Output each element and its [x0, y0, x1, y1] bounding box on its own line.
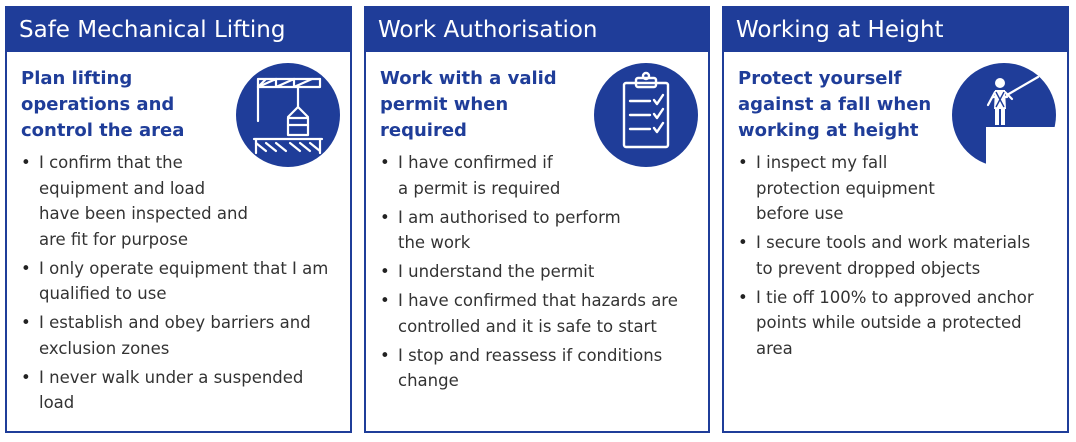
- list-item: • I have confirmed that hazards are controlled and it is safe to start: [380, 288, 678, 339]
- bullet-list: [738, 150, 1034, 365]
- list-item: • I tie off 100% to approved anchor points while outside a protected area: [738, 285, 1034, 362]
- card-subtitle: Plan lifting operations and control the area: [21, 68, 185, 141]
- card-header: Work Authorisation: [366, 8, 708, 52]
- list-item: • I am authorised to perform the work: [380, 205, 678, 256]
- card-safe-mechanical-lifting: [5, 6, 352, 433]
- list-item: • I confirm that the equipment and load have been inspected and are fit for purpose: [21, 150, 328, 252]
- card-subtitle: Protect yourself against a fall when working at height: [738, 68, 932, 141]
- card-header: Working at Height: [724, 8, 1067, 52]
- list-item: • I never walk under a suspended load: [21, 365, 328, 416]
- bullet-list: [380, 150, 678, 397]
- card-subtitle: Work with a valid permit when required: [380, 68, 557, 141]
- card-work-authorisation: [364, 6, 710, 433]
- list-item: • I have confirmed if a permit is required: [380, 150, 678, 201]
- list-item: • I establish and obey barriers and exclusion zones: [21, 310, 328, 361]
- list-item: • I only operate equipment that I am qualified to use: [21, 256, 328, 307]
- card-working-at-height: [722, 6, 1069, 433]
- list-item: • I secure tools and work materials to prevent dropped objects: [738, 230, 1034, 281]
- list-item: • I stop and reassess if conditions change: [380, 343, 678, 394]
- list-item: • I understand the permit: [380, 259, 678, 285]
- card-header: Safe Mechanical Lifting: [7, 8, 350, 52]
- bullet-list: [21, 150, 328, 419]
- list-item: • I inspect my fall protection equipment before use: [738, 150, 1034, 227]
